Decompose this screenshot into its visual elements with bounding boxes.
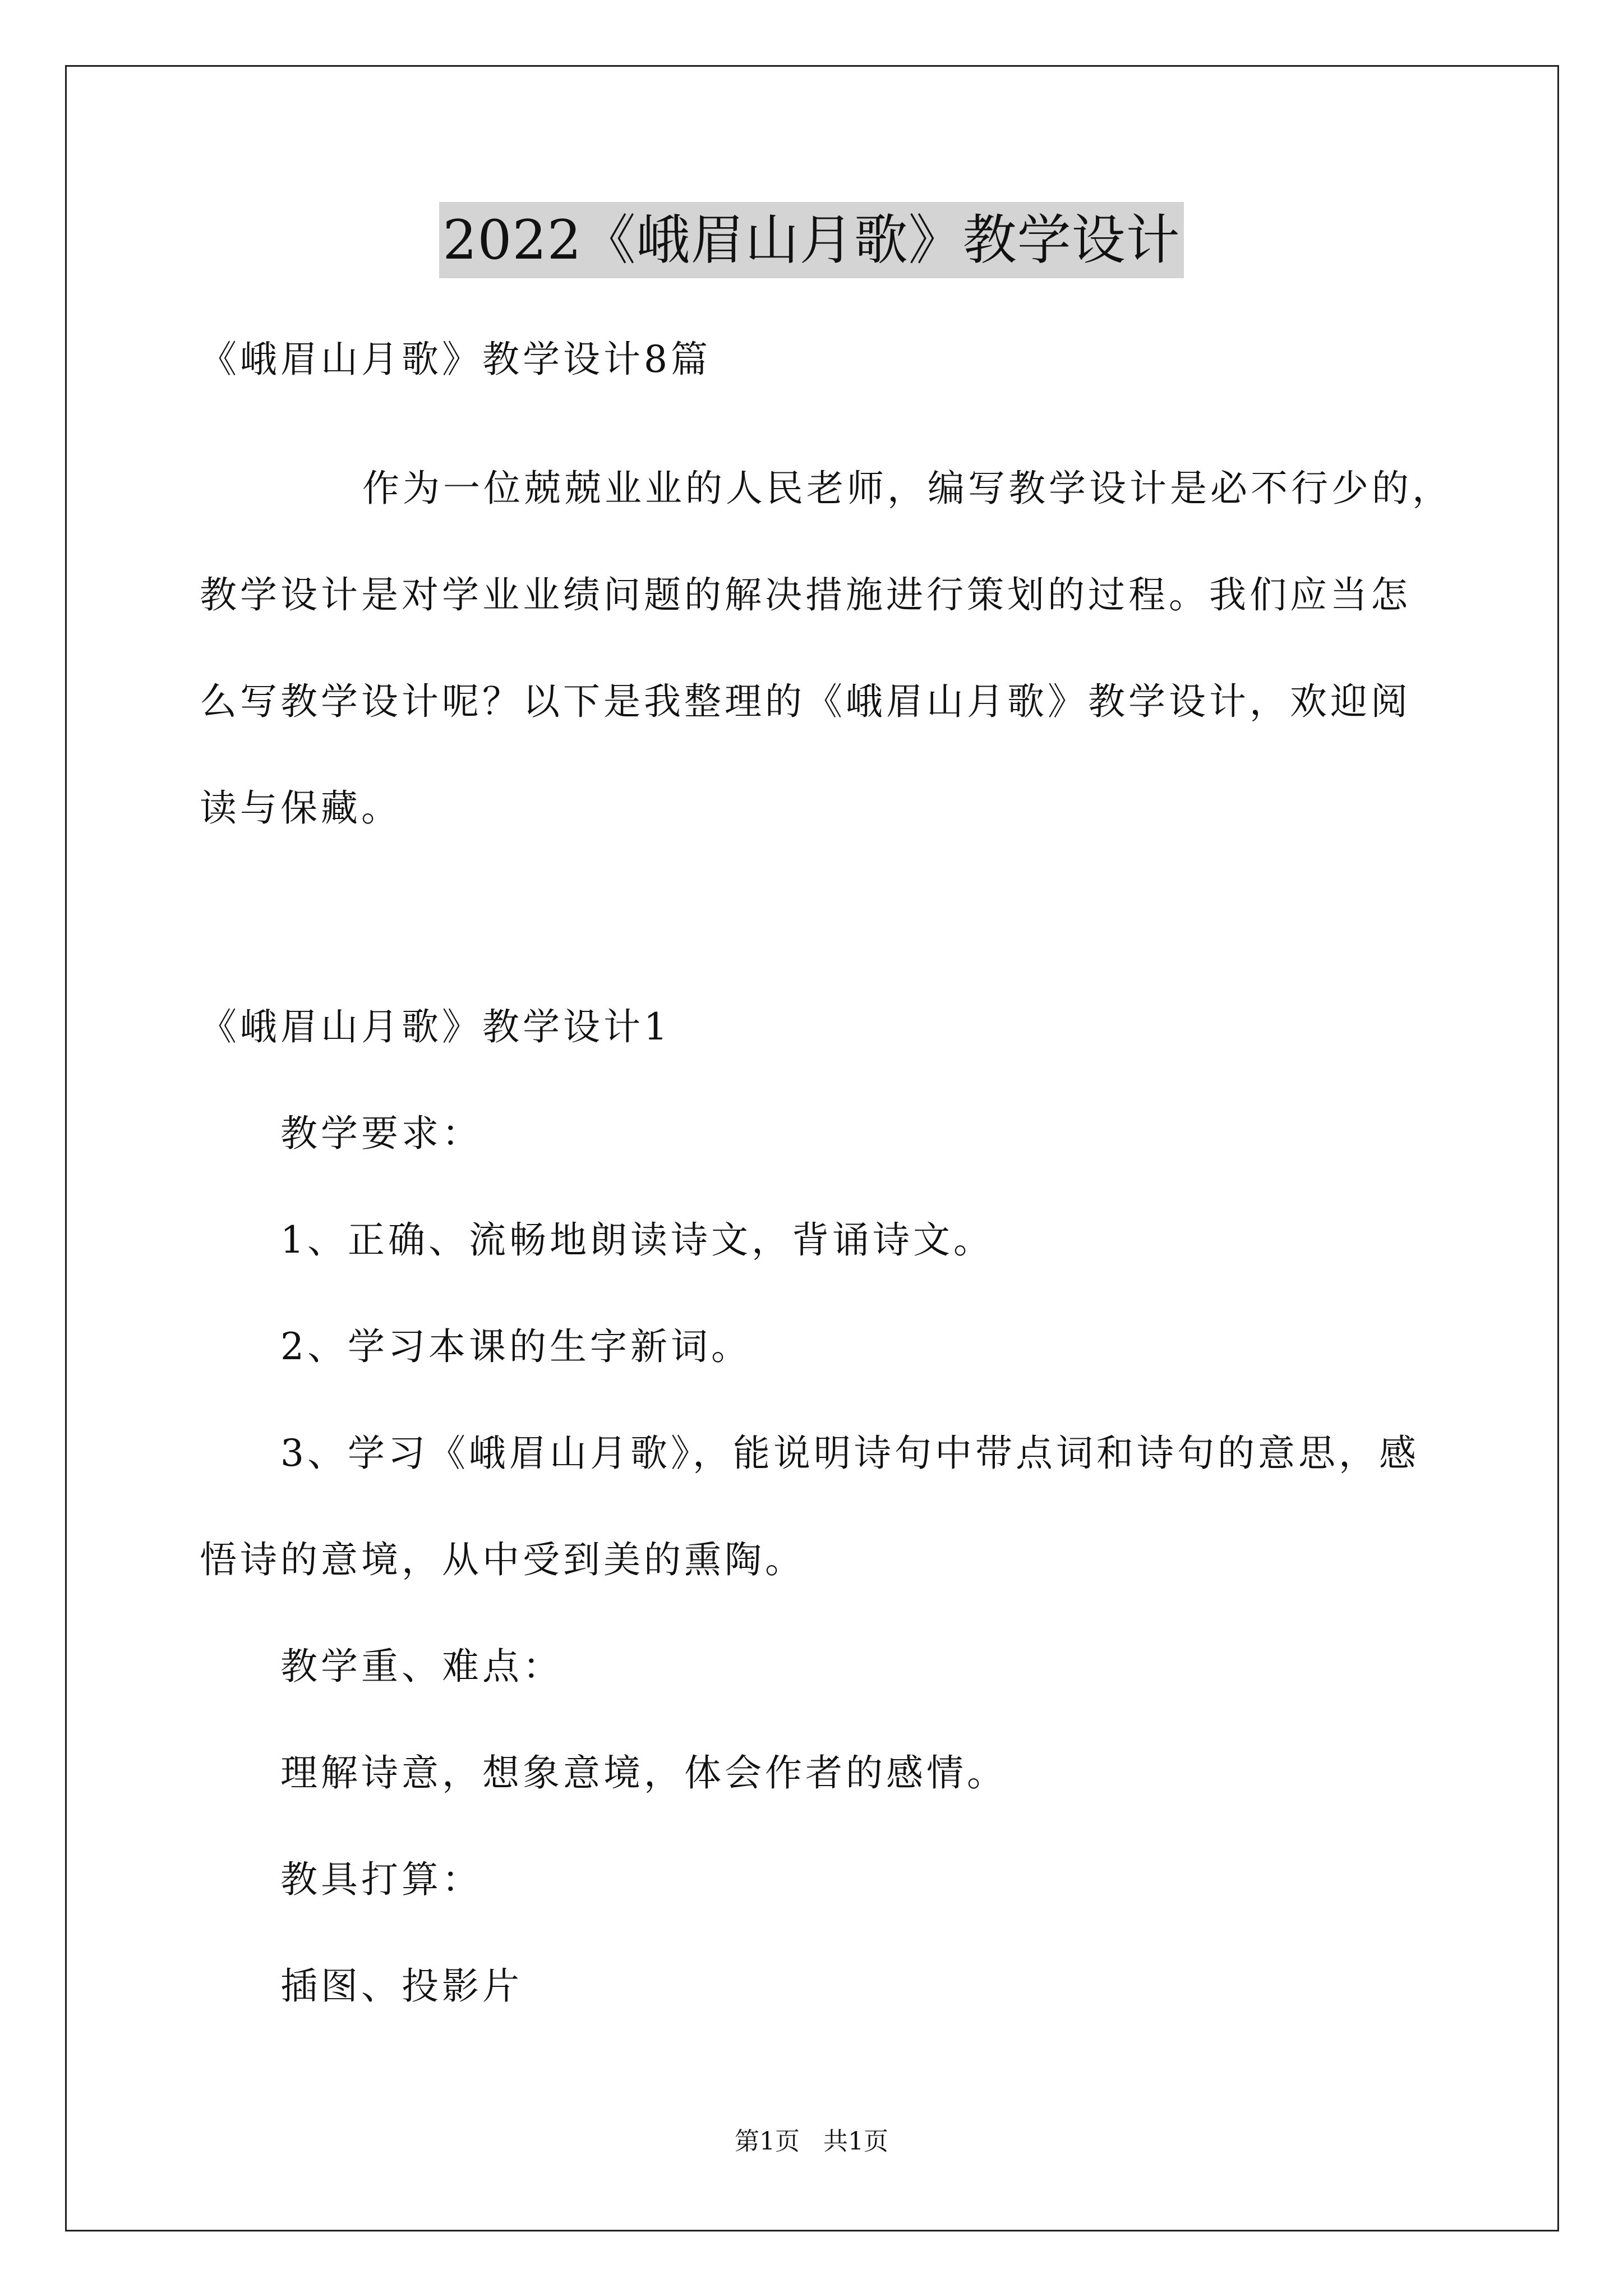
body-line-item-2: 2、学习本课的生字新词。 — [280, 1325, 751, 1368]
intro-line-1: 作为一位兢兢业业的人民老师，编写教学设计是必不行少的， — [362, 467, 1453, 510]
page-footer: 第1页 共1页 — [735, 2127, 888, 2156]
body-line-materials-heading: 教具打算： — [280, 1858, 482, 1901]
body-line-requirements-heading: 教学要求： — [280, 1112, 482, 1155]
document-title-text: 2022《峨眉山月歌》教学设计 — [439, 202, 1183, 278]
body-line-item-1: 1、正确、流畅地朗读诗文，背诵诗文。 — [280, 1218, 994, 1262]
body-line-item-3: 3、学习《峨眉山月歌》，能说明诗句中带点词和诗句的意思，感 — [280, 1432, 1419, 1475]
intro-line-4: 读与保藏。 — [200, 786, 402, 830]
intro-line-3: 么写教学设计呢？以下是我整理的《峨眉山月歌》教学设计，欢迎阅 — [200, 680, 1411, 723]
section-heading: 《峨眉山月歌》教学设计1 — [200, 1005, 671, 1048]
document-title — [0, 202, 1623, 278]
body-line-item-3-cont: 悟诗的意境，从中受到美的熏陶。 — [200, 1538, 805, 1581]
intro-line-2: 教学设计是对学业业绩问题的解决措施进行策划的过程。我们应当怎 — [200, 573, 1411, 616]
body-line-key-points-heading: 教学重、难点： — [280, 1645, 563, 1688]
body-line-materials: 插图、投影片 — [280, 1964, 523, 2008]
body-line-key-points: 理解诗意，想象意境，体会作者的感情。 — [280, 1751, 1007, 1795]
document-subtitle: 《峨眉山月歌》教学设计8篇 — [200, 338, 711, 381]
